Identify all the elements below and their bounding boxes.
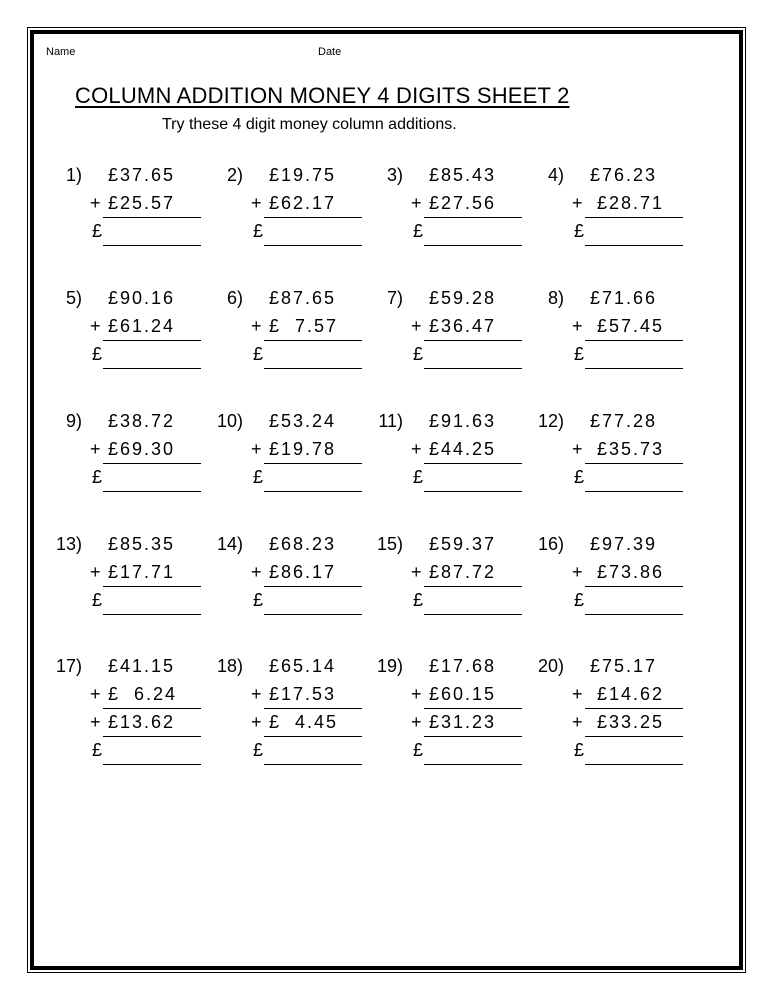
- answer-line[interactable]: [264, 614, 362, 615]
- plus-sign: +: [572, 684, 583, 704]
- problem-9: [48, 411, 198, 531]
- addend: £61.24: [108, 316, 176, 336]
- problem-7: [369, 288, 519, 408]
- addend: £37.65: [108, 165, 176, 185]
- plus-sign: +: [90, 316, 101, 336]
- addend: £19.78: [269, 439, 337, 459]
- addend: £62.17: [269, 193, 337, 213]
- answer-pound-sign: £: [574, 590, 585, 610]
- plus-sign: +: [572, 712, 583, 732]
- problem-18: [209, 656, 359, 776]
- plus-sign: +: [90, 684, 101, 704]
- problem-number: 10): [216, 411, 243, 431]
- date-label: Date: [318, 46, 342, 58]
- addend: £71.66: [590, 288, 658, 308]
- problem-13: [48, 534, 198, 654]
- addition-rule: [585, 586, 683, 587]
- problem-2: [209, 165, 359, 285]
- plus-sign: +: [411, 316, 422, 336]
- problem-number: 9): [65, 411, 82, 431]
- problem-15: [369, 534, 519, 654]
- plus-sign: +: [572, 193, 583, 213]
- addition-rule: [585, 340, 683, 341]
- answer-pound-sign: £: [92, 467, 103, 487]
- answer-line[interactable]: [424, 764, 522, 765]
- addition-rule: [424, 736, 522, 737]
- addend: £ 6.24: [108, 684, 178, 704]
- problem-16: [530, 534, 680, 654]
- problem-8: [530, 288, 680, 408]
- addend: £53.24: [269, 411, 337, 431]
- plus-sign: +: [90, 562, 101, 582]
- answer-pound-sign: £: [253, 344, 264, 364]
- addend: £17.71: [108, 562, 176, 582]
- answer-line[interactable]: [264, 491, 362, 492]
- addend: £97.39: [590, 534, 658, 554]
- answer-pound-sign: £: [413, 590, 424, 610]
- problem-1: [48, 165, 198, 285]
- plus-sign: +: [411, 439, 422, 459]
- answer-pound-sign: £: [574, 344, 585, 364]
- addend: £31.23: [429, 712, 497, 732]
- addend: £87.65: [269, 288, 337, 308]
- problem-number: 18): [216, 656, 243, 676]
- addition-rule: [103, 463, 201, 464]
- answer-line[interactable]: [585, 764, 683, 765]
- addend: £ 4.45: [269, 712, 339, 732]
- addend: £75.17: [590, 656, 658, 676]
- answer-line[interactable]: [585, 245, 683, 246]
- answer-line[interactable]: [424, 491, 522, 492]
- plus-sign: +: [572, 439, 583, 459]
- name-label: Name: [46, 46, 76, 58]
- answer-pound-sign: £: [574, 740, 585, 760]
- problem-14: [209, 534, 359, 654]
- answer-line[interactable]: [424, 614, 522, 615]
- addend: £36.47: [429, 316, 497, 336]
- addend: £27.56: [429, 193, 497, 213]
- problem-number: 1): [65, 165, 82, 185]
- problem-3: [369, 165, 519, 285]
- plus-sign: +: [90, 193, 101, 213]
- problem-number: 17): [55, 656, 82, 676]
- addend: £87.72: [429, 562, 497, 582]
- problem-number: 3): [386, 165, 403, 185]
- problem-12: [530, 411, 680, 531]
- problem-number: 14): [216, 534, 243, 554]
- addend: £60.15: [429, 684, 497, 704]
- answer-line[interactable]: [264, 368, 362, 369]
- addend: £38.72: [108, 411, 176, 431]
- answer-pound-sign: £: [574, 467, 585, 487]
- addend: £35.73: [590, 439, 665, 459]
- addition-rule: [264, 463, 362, 464]
- addition-rule: [585, 708, 683, 709]
- plus-sign: +: [411, 193, 422, 213]
- answer-line[interactable]: [103, 368, 201, 369]
- addend: £57.45: [590, 316, 665, 336]
- addition-rule: [103, 586, 201, 587]
- answer-pound-sign: £: [92, 221, 103, 241]
- problem-number: 2): [226, 165, 243, 185]
- answer-pound-sign: £: [413, 740, 424, 760]
- addition-rule: [264, 708, 362, 709]
- addition-rule: [264, 340, 362, 341]
- addition-rule: [585, 463, 683, 464]
- addend: £59.28: [429, 288, 497, 308]
- plus-sign: +: [572, 562, 583, 582]
- plus-sign: +: [251, 562, 262, 582]
- addend: £59.37: [429, 534, 497, 554]
- addend: £85.43: [429, 165, 497, 185]
- addend: £76.23: [590, 165, 658, 185]
- answer-line[interactable]: [103, 491, 201, 492]
- addition-rule: [424, 463, 522, 464]
- answer-line[interactable]: [585, 614, 683, 615]
- problem-number: 7): [386, 288, 403, 308]
- answer-line[interactable]: [103, 614, 201, 615]
- problem-number: 8): [547, 288, 564, 308]
- addition-rule: [424, 217, 522, 218]
- plus-sign: +: [251, 684, 262, 704]
- addition-rule: [424, 586, 522, 587]
- problem-number: 6): [226, 288, 243, 308]
- answer-line[interactable]: [424, 245, 522, 246]
- plus-sign: +: [411, 562, 422, 582]
- problem-4: [530, 165, 680, 285]
- worksheet-title: COLUMN ADDITION MONEY 4 DIGITS SHEET 2: [75, 83, 570, 108]
- problem-number: 4): [547, 165, 564, 185]
- addend: £13.62: [108, 712, 176, 732]
- plus-sign: +: [90, 712, 101, 732]
- problem-6: [209, 288, 359, 408]
- addend: £19.75: [269, 165, 337, 185]
- answer-pound-sign: £: [253, 740, 264, 760]
- problem-number: 20): [537, 656, 564, 676]
- addend: £ 7.57: [269, 316, 339, 336]
- problem-number: 12): [537, 411, 564, 431]
- plus-sign: +: [251, 316, 262, 336]
- addend: £77.28: [590, 411, 658, 431]
- addend: £85.35: [108, 534, 176, 554]
- addend: £17.68: [429, 656, 497, 676]
- answer-pound-sign: £: [253, 221, 264, 241]
- addend: £44.25: [429, 439, 497, 459]
- addition-rule: [424, 708, 522, 709]
- addend: £73.86: [590, 562, 665, 582]
- addition-rule: [424, 340, 522, 341]
- answer-pound-sign: £: [253, 467, 264, 487]
- answer-pound-sign: £: [92, 344, 103, 364]
- addend: £17.53: [269, 684, 337, 704]
- problem-number: 16): [537, 534, 564, 554]
- addend: £33.25: [590, 712, 665, 732]
- problem-11: [369, 411, 519, 531]
- plus-sign: +: [251, 712, 262, 732]
- addition-rule: [264, 586, 362, 587]
- addend: £25.57: [108, 193, 176, 213]
- addend: £65.14: [269, 656, 337, 676]
- problem-number: 19): [376, 656, 403, 676]
- addition-rule: [264, 217, 362, 218]
- answer-pound-sign: £: [92, 590, 103, 610]
- addition-rule: [103, 708, 201, 709]
- addend: £90.16: [108, 288, 176, 308]
- addend: £86.17: [269, 562, 337, 582]
- plus-sign: +: [251, 193, 262, 213]
- problem-number: 11): [378, 411, 403, 431]
- answer-pound-sign: £: [92, 740, 103, 760]
- addition-rule: [103, 217, 201, 218]
- worksheet-subtitle: Try these 4 digit money column additions.: [162, 116, 457, 133]
- addition-rule: [585, 736, 683, 737]
- problem-number: 13): [55, 534, 82, 554]
- answer-line[interactable]: [264, 245, 362, 246]
- addend: £41.15: [108, 656, 176, 676]
- answer-pound-sign: £: [253, 590, 264, 610]
- answer-line[interactable]: [585, 368, 683, 369]
- problem-10: [209, 411, 359, 531]
- problem-17: [48, 656, 198, 776]
- addition-rule: [103, 340, 201, 341]
- plus-sign: +: [572, 316, 583, 336]
- answer-line[interactable]: [424, 368, 522, 369]
- answer-line[interactable]: [103, 764, 201, 765]
- problem-5: [48, 288, 198, 408]
- plus-sign: +: [411, 712, 422, 732]
- addend: £68.23: [269, 534, 337, 554]
- answer-line[interactable]: [264, 764, 362, 765]
- plus-sign: +: [411, 684, 422, 704]
- problem-19: [369, 656, 519, 776]
- problem-number: 5): [65, 288, 82, 308]
- addend: £28.71: [590, 193, 665, 213]
- problem-number: 15): [376, 534, 403, 554]
- answer-pound-sign: £: [413, 467, 424, 487]
- plus-sign: +: [251, 439, 262, 459]
- problem-20: [530, 656, 680, 776]
- addend: £69.30: [108, 439, 176, 459]
- addition-rule: [585, 217, 683, 218]
- answer-line[interactable]: [585, 491, 683, 492]
- plus-sign: +: [90, 439, 101, 459]
- answer-pound-sign: £: [574, 221, 585, 241]
- addition-rule: [103, 736, 201, 737]
- addend: £91.63: [429, 411, 497, 431]
- addend: £14.62: [590, 684, 665, 704]
- addition-rule: [264, 736, 362, 737]
- answer-pound-sign: £: [413, 344, 424, 364]
- answer-pound-sign: £: [413, 221, 424, 241]
- answer-line[interactable]: [103, 245, 201, 246]
